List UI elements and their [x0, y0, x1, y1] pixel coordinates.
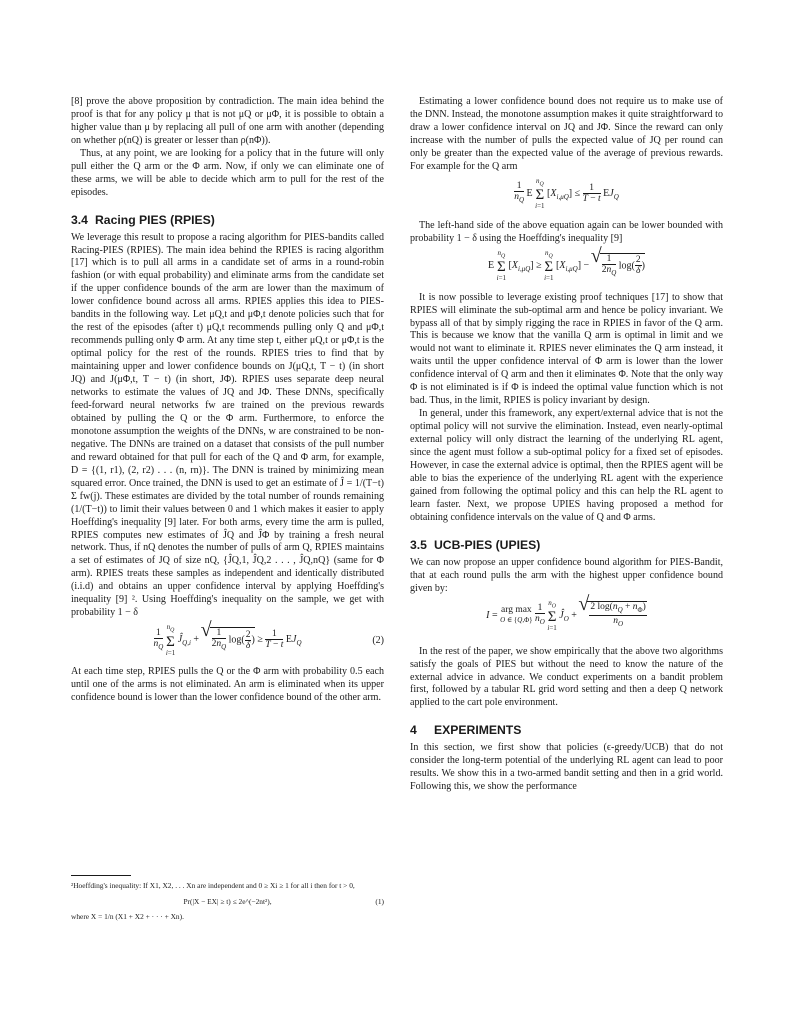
right-column	[410, 96, 723, 794]
paragraph: The left-hand side of the above equation again can be lower bounded with probability 1 − δ using the Hoeffding's inequality [9]	[410, 219, 723, 244]
equation-2: $\frac{1}{n_Q}$ $n_Q$ Σ i=1 $Ĵ_{Q,i}$ + √ $\frac{1}{2n_Q}$ log( $\frac{2}{\delta}$ ) ≥ $\frac{1}{T - t}$ $EJ_Q$ (2)	[71, 623, 384, 663]
equation-ucb: I = arg max O ∈ {Q,Φ} $\frac{1}{n_O}$ $n_O$ Σ i=1 $Ĵ_O$ + √ $\frac{2 \log(n_Q + n_\Phi)}{n_O}$	[410, 599, 723, 643]
paragraph: [8] prove the above proposition by contradiction. The main idea behind the proof is that for any policy μ that is not μQ or μΦ, it is possible to obtain a higher value than μ by replacing all pull of one arm with another (depending on whether ρ(nQ) is greater or lesser than ρ(nΦ)).	[71, 96, 384, 146]
section-heading-3-5: 3.5 UCB-PIES (UPIES)	[410, 537, 541, 552]
paragraph: It is now possible to leverage existing proof techniques [17] to show that RPIES will eliminate the sub-optimal arm and hence be policy invariant. We bypass all of that by simply rigging the race in RPIES in favor of the Q arm. This is because we know that the vanilla Q arm is optimal in limit and we would not want to eliminate it. RPIES never eliminates the Q arm instead, it waits until the upper confidence interval of Φ arm is lower than the lower confidence interval of Q arm and then it eliminates Φ. Note that the only way Φ is not eliminated is if Φ is indeed the optimal value function which is not bad. Thus, in the limit, RPIES is policy invariant by design.	[410, 291, 723, 407]
footnote: ²Hoeffding's inequality: If X1, X2, . . . Xn are independent and 0 ≥ Xi ≥ 1 for all i then for t > 0, Pr(|X − EX| ≥ t) ≤ 2e^(−2nt²), (1) where X = 1/n (X1 + X2 + · · · + Xn).	[71, 875, 384, 922]
paragraph: In general, under this framework, any expert/external advice that is not the optimal policy will not survive the elimination. Instead, even nearly-optimal external policy will only distract the learning of the underlying RL agent, since the agent must follow a sub-optimal policy for a fixed set of episodes. However, in case the external advice is optimal, then the RPIES agent will be able to bias the experience of the underlying RL agent with the experience gained from following the optimal policy and this can help the RL agent to learn faster. Next, we propose UPIES having proposed a method for obtaining confidence intervals on the value of Q and Φ arms.	[410, 408, 723, 523]
paragraph: Thus, at any point, we are looking for a policy that in the future will only pull either the Q arm or the Φ arm. Now, if only we can eliminate one of these arms, we will be able to decide which arm to pull for the rest of the episodes.	[71, 147, 384, 198]
left-column	[71, 96, 384, 705]
equation-hoeffding: E $n_Q$ Σ i=1 $[X_{i,\mu Q}] \ge n_Q$ Σ i=1 $[X_{i,\mu Q}]$ − √ $\frac{1}{2n_Q}$ log( $\frac{2}{\delta}$ )	[410, 249, 723, 289]
paragraph: In the rest of the paper, we show empirically that the above two algorithms satisfy the goals of PIES but without the need to know the nature of the external advice in advance. We conduct experiments on a bandit problem first, followed by a tabular RL grid word setting and then a deep Q network applied to the cart pole environment.	[410, 645, 723, 709]
paragraph: Estimating a lower confidence bound does not require us to make use of the DNN. Instead, the monotone assumption makes it quite straightforward to draw a lower confidence interval on JQ and JΦ. Since the reward can only increase with the number of pulls the expected value of JQ per round can only be greater than the expected value of the average of previous rewards. For example for the Q arm	[410, 96, 723, 172]
section-heading-3-4: 3.4 Racing PIES (RPIES)	[71, 212, 215, 227]
paragraph: At each time step, RPIES pulls the Q or the Φ arm with probability 0.5 each until one of the arms is not eliminated. An arm is eliminated when its upper confidence bound is lower than the lower confidence bound of the other arm.	[71, 666, 384, 704]
section-heading-4: 4 EXPERIMENTS	[410, 723, 522, 738]
equation-lower-bound: $\frac{1}{n_Q}$ E $n_Q$ Σ i=1 $[X_{i,\mu Q}]$ ≤ $\frac{1}{T - t}$ $EJ_Q$	[514, 176, 619, 211]
paragraph: We can now propose an upper confidence bound algorithm for PIES-Bandit, that at each round pulls the arm with the highest upper confidence bound given by:	[410, 556, 723, 594]
paragraph: In this section, we first show that policies (ϵ-greedy/UCB) that do not consider the long-term potential of the underlying RL agent can lead to poor results. We show this in a two-armed bandit setting and then in a grid world. Following this, we show the performance	[410, 742, 723, 793]
paragraph: We leverage this result to propose a racing algorithm for PIES-bandits called Racing-PIES (RPIES). The main idea behind the RPIES is racing algorithm [17] which is to pull all arms in a candidate set of arms in a round-robin fashion (or with equal probability) and eliminate arms from the candidate set if the upper confidence bounds of the arm are lower than the maximum of lower confidence bound across all arms. RPIES applies this idea to PIES-bandits in the following way. Let μQ,t and μΦ,t denote policies such that for the rest of the episodes (after t) μQ,t recommends pulling only Q and μΦ,t recommends pulling only Φ arm. At any time step t, either μQ,t or μΦ,t is the optimal policy for the rest of the rounds. RPIES tries to find that by maintaining upper and lower confidence bounds on J(μQ,t, T − t) (in short JQ) and J(μΦ,t, T − t) (in short, JΦ). RPIES uses separate deep neural networks to estimate the values of JQ and JΦ. These DNNs, specifically feed-forward neural networks fw are trained on the previous rewards obtained by pulling the Q or the Φ arm. Furthermore, to enforce the monotone assumption the weights of the DNNs, w are constrained to be non-negative. The DNNs are trained on a dataset that consists of the pull number and reward obtained for that pull for each of the Q and Φ arm, for example, D = {(1, r1), (2, r2) . . . (n, rn)}. The DNN is trained by minimizing mean squared error. Once trained, the DNN is used to get an estimate of Ĵ = 1/(T−t) Σ fw(j). These estimates are divided by the total number of rounds remaining (1/(T−t)) to limit their values between 0 and 1 which makes it easier to apply Hoeffding's inequality [9] later. For both arms, every time the arm is pulled, RPIES computes new estimates of ĴQ and ĴΦ by training a fresh neural network. Thus, if nQ denotes the number of pulls of arm Q, RPIES maintains a set of estimates of JQ of size nQ, {ĴQ,1, ĴQ,2 . . . , ĴQ,nQ} (same for Φ arm). RPIES treats these samples as independent and identically distributed (i.i.d) and obtains an upper confidence interval by applying Hoeffding's inequality [9] ². Using Hoeffding's inequality on the sample, we get with probability 1 − δ	[71, 231, 384, 619]
